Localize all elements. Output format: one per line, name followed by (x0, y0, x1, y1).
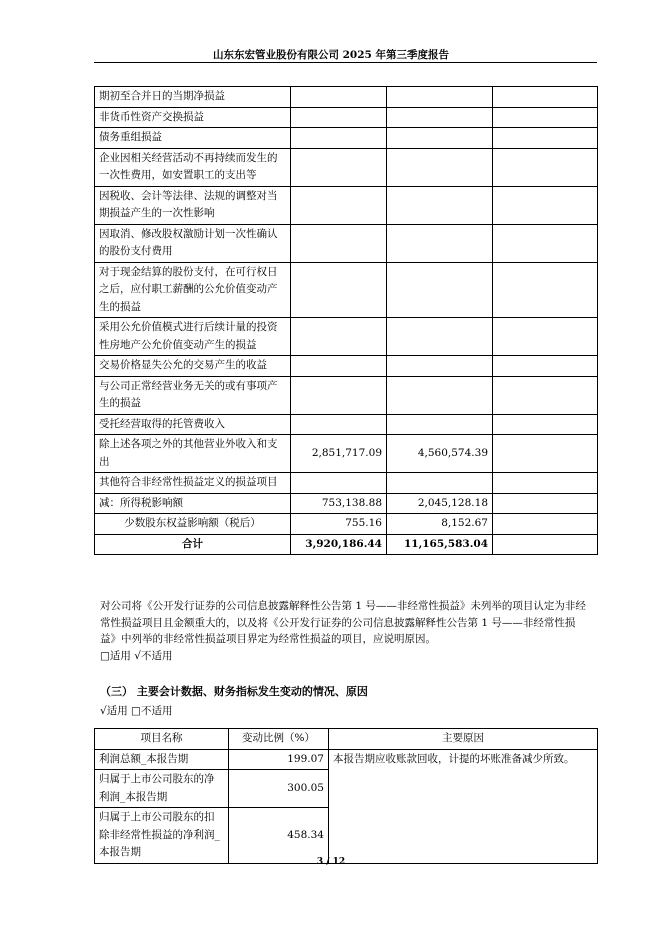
total-row (95, 534, 598, 555)
current-period-amount (291, 318, 387, 356)
year-to-date-amount: 2,045,128.18 (387, 493, 493, 514)
year-to-date-amount (387, 224, 493, 262)
note-cell (493, 493, 598, 514)
table-row (95, 493, 598, 514)
year-to-date-amount (387, 414, 493, 435)
table-row (95, 376, 598, 414)
table-row (95, 435, 598, 473)
total-year-to-date: 11,165,583.04 (387, 534, 493, 555)
item-name: 其他符合非经常性损益定义的损益项目 (95, 473, 291, 494)
section-title: （三） 主要会计数据、财务指标发生变动的情况、原因 (100, 685, 368, 698)
current-period-amount (291, 87, 387, 108)
applicability-status: □适用 √不适用 (100, 649, 173, 662)
year-to-date-amount (387, 128, 493, 149)
current-period-amount (291, 414, 387, 435)
total-current-period: 3,920,186.44 (291, 534, 387, 555)
year-to-date-amount (387, 107, 493, 128)
section-applicability-status: √适用 □不适用 (100, 705, 173, 717)
table-row (95, 473, 598, 494)
item-name: 期初至合并日的当期净损益 (95, 87, 291, 108)
item-name: 因取消、修改股权激励计划一次性确认的股份支付费用 (95, 224, 291, 262)
current-period-amount (291, 148, 387, 186)
year-to-date-amount (387, 473, 493, 494)
item-name: 减：所得税影响额 (95, 493, 291, 514)
item-name: 受托经营取得的托管费收入 (95, 414, 291, 435)
current-period-amount: 753,138.88 (291, 493, 387, 514)
header-divider (94, 62, 597, 63)
item-name: 采用公允价值模式进行后续计量的投资性房地产公允价值变动产生的损益 (95, 318, 291, 356)
item-name: 归属于上市公司股东的净利润_本报告期 (95, 770, 229, 808)
note-cell (493, 514, 598, 535)
current-period-amount (291, 376, 387, 414)
table-row (95, 224, 598, 262)
year-to-date-amount: 8,152.67 (387, 514, 493, 535)
year-to-date-amount (387, 262, 493, 318)
note-cell (493, 414, 598, 435)
item-name: 除上述各项之外的其他营业外收入和支出 (95, 435, 291, 473)
current-period-amount (291, 262, 387, 318)
total-note (493, 534, 598, 555)
item-name: 归属于上市公司股东的扣除非经常性损益的净利润_本报告期 (95, 808, 229, 864)
table-row (95, 87, 598, 108)
change-reasons-table (94, 728, 598, 864)
note-cell (493, 376, 598, 414)
note-cell (493, 473, 598, 494)
table-row (95, 356, 598, 377)
note-cell (493, 128, 598, 149)
report-header: 山东东宏管业股份有限公司 2025 年第三季度报告 (212, 49, 450, 61)
item-name: 非货币性资产交换损益 (95, 107, 291, 128)
year-to-date-amount (387, 356, 493, 377)
year-to-date-amount (387, 148, 493, 186)
item-name: 企业因相关经营活动不再持续而发生的一次性费用，如安置职工的支出等 (95, 148, 291, 186)
change-ratio: 458.34 (229, 808, 329, 864)
current-period-amount (291, 224, 387, 262)
current-period-amount: 755.16 (291, 514, 387, 535)
note-cell (493, 356, 598, 377)
year-to-date-amount: 4,560,574.39 (387, 435, 493, 473)
note-cell (493, 87, 598, 108)
current-period-amount (291, 128, 387, 149)
year-to-date-amount (387, 318, 493, 356)
table-row (95, 148, 598, 186)
table-row (95, 414, 598, 435)
note-cell (493, 186, 598, 224)
table-row (95, 128, 598, 149)
item-name: 债务重组损益 (95, 128, 291, 149)
table-row (95, 107, 598, 128)
table-row (95, 262, 598, 318)
note-cell (493, 262, 598, 318)
page-number: 3 / 12 (316, 857, 346, 867)
item-name: 利润总额_本报告期 (95, 749, 229, 770)
note-cell (493, 224, 598, 262)
current-period-amount (291, 107, 387, 128)
item-name: 因税收、会计等法律、法规的调整对当期损益产生的一次性影响 (95, 186, 291, 224)
year-to-date-amount (387, 87, 493, 108)
table-row (95, 186, 598, 224)
current-period-amount: 2,851,717.09 (291, 435, 387, 473)
change-ratio: 300.05 (229, 770, 329, 808)
note-cell (493, 148, 598, 186)
note-cell (493, 107, 598, 128)
column-header-item: 项目名称 (95, 729, 229, 750)
table-row (95, 749, 598, 770)
current-period-amount (291, 186, 387, 224)
main-reason: 本报告期应收账款回收，计提的坏账准备减少所致。 (329, 749, 598, 863)
current-period-amount (291, 473, 387, 494)
item-name: 少数股东权益影响额（税后） (95, 514, 291, 535)
column-header-ratio: 变动比例（%） (229, 729, 329, 750)
column-header-reason: 主要原因 (329, 729, 598, 750)
total-label: 合计 (95, 534, 291, 555)
item-name: 对于现金结算的股份支付，在可行权日之后，应付职工薪酬的公允价值变动产生的损益 (95, 262, 291, 318)
note-cell (493, 435, 598, 473)
explanation-paragraph (100, 598, 590, 664)
year-to-date-amount (387, 186, 493, 224)
note-cell (493, 318, 598, 356)
item-name: 交易价格显失公允的交易产生的收益 (95, 356, 291, 377)
table-row (95, 318, 598, 356)
year-to-date-amount (387, 376, 493, 414)
item-name: 与公司正常经营业务无关的或有事项产生的损益 (95, 376, 291, 414)
explanation-text: 对公司将《公开发行证券的公司信息披露解释性公告第 1 号——非经常性损益》未列举的项目认定为非经常性损益项目且金额重大的，以及将《公开发行证券的公司信息披露解释性公告第 1 号——非经常性损益》中列举的非经常性损益项目界定为经常性损益的项目，应说明原因。 (100, 600, 586, 645)
current-period-amount (291, 356, 387, 377)
table-row (95, 514, 598, 535)
non-recurring-gains-table (94, 86, 598, 555)
change-ratio: 199.07 (229, 749, 329, 770)
table-header-row (95, 729, 598, 750)
